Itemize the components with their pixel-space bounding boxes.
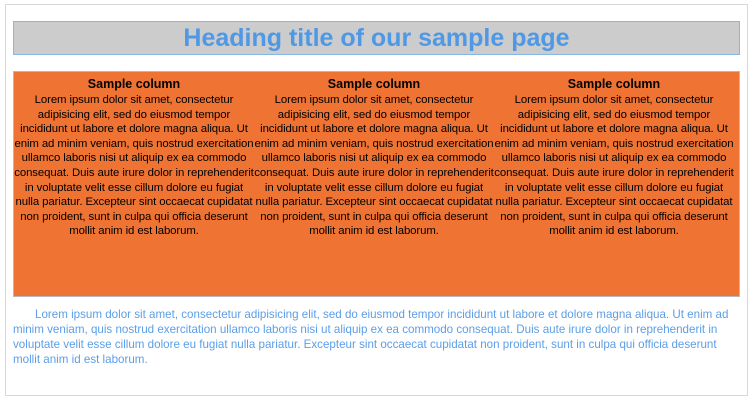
sample-column-2: [254, 72, 494, 296]
sample-column-3: [494, 72, 734, 296]
column-heading: Sample column: [327, 77, 421, 91]
column-body: Lorem ipsum dolor sit amet, consectetur adipisicing elit, sed do eiusmod tempor incididunt ut labore et dolore magna aliqua. Ut enim ad minim veniam, quis nostrud exercitation ullamco laboris nisi ut aliquip ex ea commodo consequat. Duis aute irure dolor in reprehenderit in voluptate velit esse cillum dolore eu fugiat nulla pariatur. Excepteur sint occaecat cupidatat non proident, sunt in culpa qui officia deserunt mollit anim id est laborum.: [14, 94, 254, 238]
column-body: Lorem ipsum dolor sit amet, consectetur adipisicing elit, sed do eiusmod tempor incididunt ut labore et dolore magna aliqua. Ut enim ad minim veniam, quis nostrud exercitation ullamco laboris nisi ut aliquip ex ea commodo consequat. Duis aute irure dolor in reprehenderit in voluptate velit esse cillum dolore eu fugiat nulla pariatur. Excepteur sint occaecat cupidatat non proident, sunt in culpa qui officia deserunt mollit anim id est laborum.: [494, 94, 734, 238]
column-body: Lorem ipsum dolor sit amet, consectetur adipisicing elit, sed do eiusmod tempor incididunt ut labore et dolore magna aliqua. Ut enim ad minim veniam, quis nostrud exercitation ullamco laboris nisi ut aliquip ex ea commodo consequat. Duis aute irure dolor in reprehenderit in voluptate velit esse cillum dolore eu fugiat nulla pariatur. Excepteur sint occaecat cupidatat non proident, sunt in culpa qui officia deserunt mollit anim id est laborum.: [254, 94, 494, 238]
column-heading: Sample column: [87, 77, 181, 91]
column-heading: Sample column: [567, 77, 661, 91]
sample-column-1: [14, 72, 254, 296]
page-title: Heading title of our sample page: [183, 24, 570, 52]
page-container: [5, 4, 748, 396]
columns-section: [13, 71, 740, 297]
footer-paragraph: Lorem ipsum dolor sit amet, consectetur adipisicing elit, sed do eiusmod tempor incididunt ut labore et dolore magna aliqua. Ut enim ad minim veniam, quis nostrud exercitation ullamco laboris nisi ut aliquip ex ea commodo consequat. Duis aute irure dolor in reprehenderit in voluptate velit esse cillum dolore eu fugiat nulla pariatur. Excepteur sint occaecat cupidatat non proident, sunt in culpa qui officia deserunt mollit anim id est laborum.: [13, 308, 729, 366]
page-header: [13, 21, 740, 55]
